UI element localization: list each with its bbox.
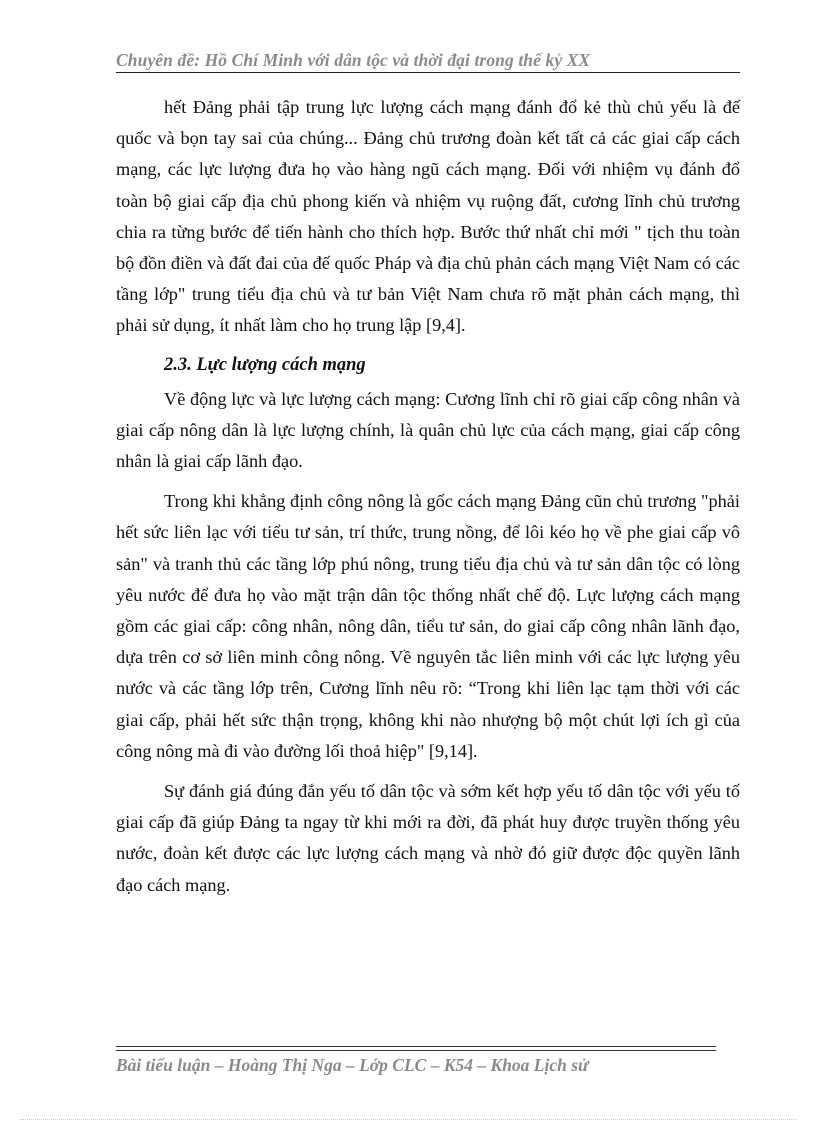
footer-text: Bài tiểu luận – Hoàng Thị Nga – Lớp CLC – K54 – Khoa Lịch sử xyxy=(116,1055,589,1075)
header-divider xyxy=(116,72,740,73)
page-header xyxy=(116,50,740,74)
paragraph-4: Sự đánh giá đúng đắn yếu tố dân tộc và sớm kết hợp yếu tố dân tộc với yếu tố giai cấp đã giúp Đảng ta ngay từ khi mới ra đời, đã phát huy được truyền thống yêu nước, đoàn kết được các lực lượng cách mạng và nhờ đó giữ được độc quyền lãnh đạo cách mạng. xyxy=(116,781,740,895)
document-body xyxy=(116,92,740,901)
page-footer xyxy=(116,1046,716,1086)
paragraph-2: Về động lực và lực lượng cách mạng: Cương lĩnh chỉ rõ giai cấp công nhân và giai cấp nông dân là lực lượng chính, là quân chủ lực của cách mạng, giai cấp công nhân là giai cấp lãnh đạo. xyxy=(116,388,740,472)
footer-divider-top xyxy=(116,1046,716,1047)
footer-divider-bottom xyxy=(116,1050,716,1051)
paragraph-1: hết Đảng phải tập trung lực lượng cách mạng đánh đổ kẻ thù chủ yếu là đế quốc và bọn tay sai của chúng... Đảng chủ trương đoàn kết tất cả các giai cấp cách mạng, các lực lượng đưa họ vào hàng ngũ cách mạng. Đối với nhiệm vụ đánh đổ toàn bộ giai cấp địa chủ phong kiến và nhiệm vụ ruộng đất, cương lĩnh chủ trương chia ra từng bước để tiến hành cho thích hợp. Bước thứ nhất chỉ mới " tịch thu toàn bộ đồn điền và đất đai của đế quốc Pháp và địa chủ phản cách mạng Việt Nam có các tầng lớp" trung tiểu địa chủ và tư bản Việt Nam chưa rõ mặt phản cách mạng, thì phải sử dụng, ít nhất làm cho họ trung lập [9,4]. xyxy=(116,97,740,336)
header-title: Chuyên đề: Hồ Chí Minh với dân tộc và thời đại trong thế kỷ XX xyxy=(116,50,591,70)
paragraph-3: Trong khi khẳng định công nông là gốc cách mạng Đảng cũn chủ trương "phải hết sức liên lạc với tiểu tư sản, trí thức, trung nồng, để lôi kéo họ về phe giai cấp vô sản" và tranh thủ các tầng lớp phú nông, trung tiểu địa chủ và tư sản dân tộc có lòng yêu nước để đưa họ vào mặt trận dân tộc thống nhất chế độ. Lực lượng cách mạng gồm các giai cấp: công nhân, nông dân, tiểu tư sản, do giai cấp công nhân lãnh đạo, dựa trên cơ sở liên minh công nông. Về nguyên tắc liên minh với các lực lượng yêu nước và các tầng lớp trên, Cương lĩnh nêu rõ: “Trong khi liên lạc tạm thời với các giai cấp, phải hết sức thận trọng, không khi nào nhượng bộ một chút lợi ích gì của công nông mà đi vào đường lối thoả hiệp" [9,14]. xyxy=(116,491,740,761)
page-bottom-edge xyxy=(20,1119,796,1120)
section-heading: 2.3. Lực lượng cách mạng xyxy=(164,354,366,375)
